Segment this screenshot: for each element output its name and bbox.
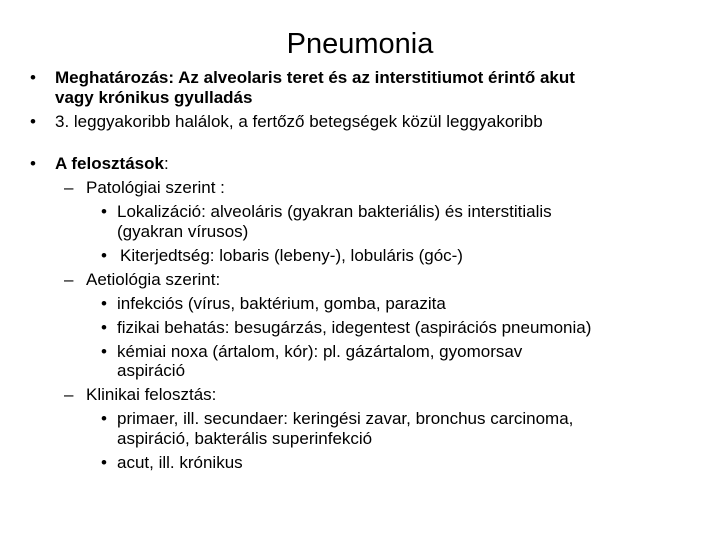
slide-title: Pneumonia (286, 28, 434, 60)
classification-heading (55, 154, 169, 174)
definition-line-1: Meghatározás: Az alveolaris teret és az interstitiumot érintő akut (55, 68, 575, 87)
pathology-heading: Patológiai szerint : (86, 178, 225, 197)
bullet-marker: • (101, 202, 107, 221)
dash-marker: – (64, 178, 74, 197)
dash-marker: – (64, 385, 74, 404)
bullet-marker: • (30, 154, 36, 173)
clinical-heading: Klinikai felosztás: (86, 385, 217, 404)
aetiology-heading: Aetiológia szerint: (86, 270, 221, 289)
bullet-marker: • (101, 318, 107, 337)
chemical-line-2: aspiráció (117, 361, 186, 380)
bullet-marker: • (30, 112, 36, 131)
primary-line-2: aspiráció, bakterális superinfekció (117, 429, 373, 448)
bullet-marker: • (101, 246, 107, 265)
localization-line-2: (gyakran vírusos) (117, 222, 249, 241)
bullet-marker: • (101, 342, 107, 361)
bullet-marker: • (30, 68, 36, 87)
bullet-marker: • (101, 294, 107, 313)
chemical-line-1: kémiai noxa (ártalom, kór): pl. gázártalom, gyomorsav (117, 342, 523, 361)
infectious-line: infekciós (vírus, baktérium, gomba, parazita (117, 294, 446, 313)
localization-line-1: Lokalizáció: alveoláris (gyakran bakteriális) és interstitialis (117, 202, 552, 221)
bullet-marker: • (101, 453, 107, 472)
dash-marker: – (64, 270, 74, 289)
classification-heading-bold: A felosztások (55, 154, 164, 173)
acute-line: acut, ill. krónikus (117, 453, 243, 472)
extent-line: Kiterjedtség: lobaris (lebeny-), lobuláris (góc-) (120, 246, 463, 265)
mortality-line: 3. leggyakoribb halálok, a fertőző betegségek közül leggyakoribb (55, 112, 543, 131)
bullet-marker: • (101, 409, 107, 428)
classification-heading-colon: : (163, 154, 169, 173)
physical-line: fizikai behatás: besugárzás, idegentest (aspirációs pneumonia) (117, 318, 592, 337)
primary-line-1: primaer, ill. secundaer: keringési zavar, bronchus carcinoma, (117, 409, 574, 428)
definition-line-2: vagy krónikus gyulladás (55, 88, 253, 107)
